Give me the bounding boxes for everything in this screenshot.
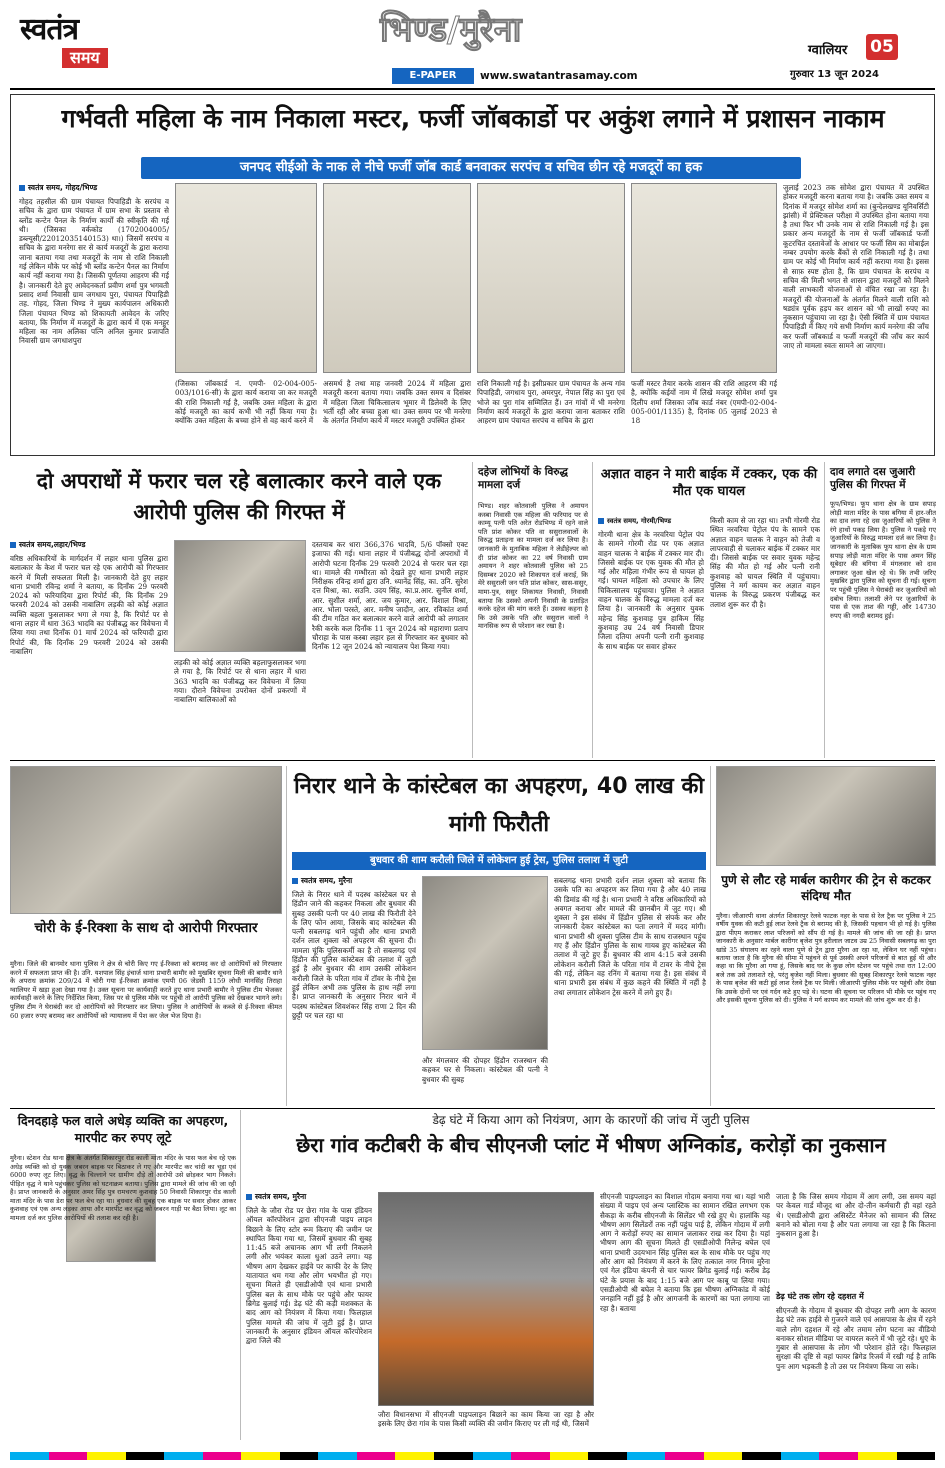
story-rape-accused-arrest bbox=[10, 462, 468, 758]
byline: स्वतंत्र समय, गोरमी/भिण्ड bbox=[598, 516, 671, 526]
jobcard-photo-3 bbox=[477, 183, 625, 373]
story-gamblers bbox=[830, 462, 936, 758]
byline: स्वतंत्र समय, मुरैना bbox=[246, 1192, 306, 1202]
column-5: फर्जी मस्टर तैयार करके शासन की राशि आहरण की गई है, क्योंकि कईयों नाम में लिखे मजदूर सोमेश शर्मा पुत्र दिलीप शर्मा जिसका जॉब कार्ड नंबर (एमपी-02-004-005-001/1135) है, दिनांक 05 जुलाई 2023 से 18 bbox=[631, 379, 777, 426]
column-2: लड़की को कोई अज्ञात व्यक्ति बहलाफुसलाकर भगा ले गया है, कि रिपोर्ट पर से थाना लहार में धारा 363 भादवि का पंजीबद्ध कर विवेचना में लिया गया। दौराने विवेचना उपरोक्त दोनों प्रकरणों में नाबालिग बालिकाओं को bbox=[174, 658, 306, 705]
byline: स्वतंत्र समय,लहार/भिण्ड bbox=[10, 540, 85, 550]
jobcard-photo-4 bbox=[631, 183, 777, 373]
column-3: सीएनजी पाइपलाइन का विशाल गोदाम बनाया गया था। यहां भारी संख्या में पाइप एवं अन्य प्लास्टिक का सामान रखित लगभग एक सैकड़ा के करीब सीएनजी के सिलेंडर भी रखे हुए थे। हालांकि यह भीषण आग सिलेंडरों तक नहीं पहुंच पाई है, लेकिन गोदाम में लगी आग ने करोड़ों रुपए का सामान जलाकर राख कर दिया है। यहां भीषण आग की सूचना मिलते ही एसडीओपी निलेन्द्र बघेल एवं थाना प्रभारी उदयभान सिंह पुलिस बल के साथ मौके पर पहुंच गए और आग को नियंत्रण में करने के लिए तत्काल नगर निगम मुरैना एवं गेल इंडिया कंपनी से चार फायर ब्रिगेड बुलाई गई। करीब डेढ़ घंटे के प्रयास के बाद 1:15 बजे आग पर काबू पा लिया गया। एसडीओपी श्री बघेल ने बताया कि इस भीषण अग्निकांड में कोई जनहानि नहीं हुई है और आगजनी के कारणों का पता लगाया जा रहा है। बताया bbox=[600, 1192, 770, 1313]
subhead: बुधवार की शाम करौली जिले में लोकेशन हुई ट्रेस, पुलिस तलाश में जुटी bbox=[292, 852, 706, 870]
subhead: जनपद सीईओ के नाक ले नीचे फर्जी जॉब कार्ड बनवाकर सरपंच व सचिव छीन रहे मजदूरों का हक bbox=[141, 157, 801, 179]
logo-bottom: समय bbox=[62, 48, 108, 68]
headline: पुणे से लौट रहे मार्बल कारीगर की ट्रेन से कटकर संदिग्ध मौत bbox=[721, 873, 931, 903]
fire-photo bbox=[378, 1192, 594, 1406]
story-constable-kidnap bbox=[292, 766, 706, 1106]
kicker: डेढ़ घंटे में किया आग को नियंत्रण, आग के कारणों की जांच में जुटी पुलिस bbox=[432, 1113, 750, 1127]
story-dowry-case bbox=[478, 462, 588, 758]
logo bbox=[20, 12, 120, 78]
epaper-badge: E-PAPER bbox=[392, 68, 474, 84]
masthead-rule bbox=[10, 88, 935, 90]
issue-date: गुरुवार 13 जून 2024 bbox=[790, 69, 880, 80]
body: मुरैना। स्टेशन रोड थाना क्षेत्र के अंतर्गत शिकारपुर रोड काली माता मंदिर के पास फल बेच रहे एक अधेड़ व्यक्ति को दो युवक जबरन बाइक पर बिठाकर ले गए और मारपीट कर चांदी का चूड़ा एवं 6000 रुपए लूट लिए। वृद्ध के चिल्लाने पर ग्रामीण दौड़े तो आरोपी उसे छोड़कर भाग निकले। पीड़ित वृद्ध ने थाने पहुंचकर पुलिस को घटनाक्रम बताया। पुलिस द्वारा मामले की जांच की जा रही है। प्राप्त जानकारी के अनुसार अमर सिंह पुत्र रामचरण कुशवाह 50 निवासी शिकारपुर रोड काली माता मंदिर के पास डेरा पर फल बेच रहा था। बुधवार की सुबह एक बाइक पर सवार होकर आकर कुशवाह एवं एक अन्य लड़का आया और मारपीट कर वृद्ध को जबरन गाड़ी पर बैठा लिया। लूट का मामला दर्ज कर पुलिस आरोपियों की तलाश कर रही है। bbox=[10, 1154, 236, 1222]
headline: दो अपराधों में फरार चल रहे बलात्कार करने वाले एक आरोपी पुलिस की गिरफ्त में bbox=[36, 469, 442, 524]
story-erickshaw bbox=[10, 766, 282, 1106]
headline: छेरा गांव कटीबरी के बीच सीएनजी प्लांट में भीषण अग्निकांड, करोड़ों का नुकसान bbox=[296, 1133, 886, 1157]
jobcard-photo-1 bbox=[175, 183, 317, 373]
byline: स्वतंत्र समय, मुरैना bbox=[292, 876, 352, 886]
column-6: जुलाई 2023 तक सोमेश द्वारा पंचायत में उपस्थित होकर मजदूरी करना बताया गया है। जबकि उक्त समय व दिनांक में मजदूर सोमेश शर्मा का (बुन्देलखण्ड यूनिवर्सिटी झांसी) में प्रेक्टिकल परीक्षा में उपस्थित होना बताया गया है तथा फिर भी उनके नाम से राशि निकाली गई है। इस प्रकार अन्य मजदूरों के नाम से फर्जी जॉबकार्ड फर्जी कूटरचित दस्तावेजों के आधार पर फर्जी सिम का मोबाईल नम्बर उपयोग करके बैंकों से राशि निकाली गई है। तथा ग्राम पर कोई भी निर्माण कार्य नहीं कराया गया है। इसस से साफ़ स्पष्ट होता है, कि ग्राम पंचायत के सरपंच व सचिव की मिली भगत से शासन द्वारा मजदूरों को मिलने वाली लाभकारी योजनाओं से वंचित रखा जा रहा है। मजदूरों की योजनाओं के अंतर्गत मिलने वाली राशि को षड्यंत्र पूर्वक हड़प कर शासन को भी लाखों रुपए का नुकसान पहुंचाया जा रहा है। ऐसी स्थिति में ग्राम पंचायत पिपाहिडी में किए गये सभी निर्माण कार्य मनरेगा की जाँच कर फर्जी जॉबकार्ड व फर्जी मजदूरों की जाँच कर कार्य जाए तो मामला स्वतः सामने आ जाएगा। bbox=[783, 183, 929, 351]
story-accident bbox=[598, 462, 820, 758]
train-death-photo bbox=[716, 766, 936, 866]
divider bbox=[824, 462, 825, 758]
section-title: भिण्ड/मुरैना bbox=[380, 10, 522, 50]
column-4b: सीएनजी के गोदाम में बुधवार की दोपहर लगी आग के कारण डेढ़ घंटे तक हाईवे से गुजरने वाले एवं आसपास के क्षेत्र में रहने वाले लोग दहशत में रहे और तमाम लोग घटना का वीडियो बनाकर सोशल मीडिया पर वायरल करने में भी जुटे रहे। धुएं के गुबार से आसपास के लोग भी परेशान होते रहे। फिलहाल सुरक्षा की दृष्टि से वहां फायर ब्रिगेड रिजर्व में रखी गई है ताकि पुनः आग भड़कती है तो उस पर नियंत्रण किया जा सके। bbox=[776, 1306, 936, 1371]
column-1: गोरमी थाना क्षेत्र के नरवरिया पेट्रोल पंप के सामने गोरमी रोड पर एक अज्ञात वाहन चालक ने बाईक में टक्कर मार दी। जिससे बाईक पर एक युवक की मौत हो गई और महिला गंभीर रूप से घायल हो गई। घायल महिला को उपचार के लिए चिकित्सालय पहुंचाया। पुलिस ने अज्ञात वाहन चालक के विरुद्ध मामला दर्ज कर लिया है। जानकारी के अनुसार युवक महेन्द्र सिंह कुशवाह पुत्र हाकिम सिंह कुशवाह उम्र 24 वर्ष निवासी डिपार जिला दतिया अपनी पत्नी रानी कुशवाह के साथ बाईक पर सवार होकर bbox=[598, 530, 704, 651]
site-url: www.swatantrasamay.com bbox=[480, 70, 638, 82]
divider bbox=[286, 766, 287, 1106]
headline: निरार थाने के कांस्टेबल का अपहरण, 40 लाख की मांगी फिरौती bbox=[293, 774, 705, 837]
logo-top: स्वतंत्र bbox=[20, 12, 79, 47]
headline: चोरी के ई-रिक्शा के साथ दो आरोपी गिरफ्तार bbox=[34, 920, 258, 936]
caption: जौरा विधानसभा में सीएनजी पाइपलाइन बिछाने का काम किया जा रहा है और इसके लिए छेरा गांव के पास किसी व्यक्ति की जमीन किराए पर ली गई थी, जिसमें bbox=[378, 1410, 594, 1429]
story-cng-fire bbox=[246, 1110, 936, 1440]
divider bbox=[592, 462, 593, 758]
jobcard-photo-2 bbox=[323, 183, 471, 373]
column-3: सबलगढ़ थाना प्रभारी दर्शन लाल शुक्ला को बताया कि उसके पति का अपहरण कर लिया गया है और 40 लाख की डिमांड की गई है। थाना प्रभारी ने वरिष्ठ अधिकारियों को अवगत कराया और मामले की छानबीन में जुट गए। श्री शुक्ला ने इस संबंध में हिंडौन पुलिस से संपर्क कर और जानकारी देकर कांस्टेबल का पता लगाने में मदद मांगी। थाना प्रभारी श्री शुक्ला पुलिस टीम के साथ राजस्थान पहुंच गए हैं और हिंडौन पुलिस के साथ गायब हुए कांस्टेबल की तलाश में जुटे हुए हैं। बुधवार की शाम 4:15 बजे उसकी लोकेशन करौली जिले के परिता गांव में टावर के नीचे ट्रेस की गई, लेकिन वह रनिंग में बताया गया है। इस संबंध में थाना प्रभारी इस संबंध में कुछ कहने की स्थिति में नहीं है तथा लगातार लोकेशन ट्रेस करने में लगे हुए हैं। bbox=[554, 876, 706, 997]
column-3: असमर्थ है तथा माह जनवरी 2024 में महिला द्वारा मजदूरी करना बताया गया। जबकि उक्त समय व दिसंबर में महिला जिला चिकित्सालय भूमार में डिलेवरी के लिए भर्ती रही और बच्चा हुआ था। उक्त समय पर भी मनरेगा के अंतर्गत निर्माण कार्य में मस्टर मजदूरी उपस्थित होकर bbox=[323, 379, 471, 426]
headline: गर्भवती महिला के नाम निकाला मस्टर, फर्जी जॉबकार्डो पर अकुंश लगाने में प्रशासन नाकाम bbox=[61, 104, 885, 133]
column-1: जिले के जौरा रोड पर छेरा गांव के पास इंडियन ऑयल कॉरपोरेशन द्वारा सीएनजी पाइप लाइन बिछाने के लिए स्टोर रूम किराए की जमीन पर स्थापित किया गया था, जिसमें बुधवार की सुबह 11:45 बजे अचानक आग भी लगी निकलने लगी और भयंकर काला धुआं उठने लगा। यह भीषण आग देखकर हाईवे पर काफी देर के लिए यातायात थम गया और लोग भयभीत हो गए। सूचना मिलते ही एसडीओपी एवं थाना प्रभारी पुलिस बल के साथ मौके पर पहुंचे और फायर ब्रिगेड बुलाई गई। डेढ़ घंटे की कड़ी मशक्कत के बाद आग को नियंत्रण में किया गया। फिलहाल पुलिस मामले की जांच में जुटी हुई है। प्राप्त जानकारी के अनुसार इंडियन ऑयल कॉरपोरेशन द्वारा जिले की bbox=[246, 1206, 372, 1346]
story-train-death bbox=[716, 766, 936, 1106]
subhead-2: डेढ़ घंटे तक लोग रहे दहशत में bbox=[776, 1292, 864, 1301]
caption: और मंगलवार की दोपहर हिंडौन राजस्थान की कहकर घर से निकला। कांस्टेबल की पत्नी ने बुधवार की सुबह bbox=[422, 1056, 548, 1084]
masthead bbox=[0, 0, 945, 90]
constable-photo bbox=[422, 876, 548, 1050]
column-1: जिले के निरार थाने में पदस्थ कांस्टेबल घर से हिंडौन जाने की कहकर निकला और बुधवार की सुबह उसकी पत्नी पर 40 लाख की फिरौती देने के लिए फोन आया, जिसके बाद कांस्टेबल की पत्नी सबलगढ़ थाने पहुंची और थाना प्रभारी दर्शन लाल शुक्ला को अपहरण की सूचना दी। मामला चूंकि पुलिसकर्मी का है तो सबलगढ़ एवं हिंडौन की पुलिस कांस्टेबल की तलाश में जुटी हुई है और बुधवार की शाम उसकी लोकेशन करौली जिले के परिता गांव में टॉवर के नीचे ट्रेस हुई लेकिन अभी तक पुलिस के हाथ नहीं लगा है। प्राप्त जानकारी के अनुसार निरार थाने में पदस्थ कांस्टेबल शिवशंकर सिंह राणा 2 दिन की छुट्टी पर चल रहा था bbox=[292, 890, 416, 1020]
section-rule bbox=[10, 1108, 935, 1109]
registration-bar bbox=[10, 1452, 935, 1460]
column-2: किसी काम से जा रहा था। तभी गोरमी रोड स्थित नरवरिया पेट्रोल पंप के सामने एक अज्ञात वाहन चालक ने वाहन को तेजी व लापरवाही से चलाकर बाईक में टक्कर मार दी। जिससे बाईक पर सवार युवक महेन्द्र सिंह की मौत हो गई और पत्नी रानी कुशवाह को घायल स्थिति में पहुंचाया। पुलिस ने मर्ग कायम कर अज्ञात वाहन चालक के विरुद्ध प्रकरण पंजीबद्ध कर तलाश शुरू कर दी है। bbox=[710, 516, 820, 609]
story-fruit-seller bbox=[10, 1110, 236, 1440]
column-4: राशि निकाली गई है। इसीप्रकार ग्राम पंचायत के अन्य गांव पिपाहिडी, जगधाय पुरा, अमरपुर, नेपाल सिंह का पुरा एवं भोजे का पुरा गांव सम्मिलित हैं। उन गांवों में भी मनरेगा निर्माण कार्य मजदूरों के द्वारा कराया जाना बताकर राशि आहरण ग्राम पंचायत सरपंच व सचिव के द्वारा bbox=[477, 379, 625, 426]
page-number: 05 bbox=[866, 34, 898, 60]
divider bbox=[240, 1110, 241, 1440]
headline: अज्ञात वाहन ने मारी बाईक में टक्कर, एक की मौत एक घायल bbox=[600, 467, 818, 499]
city-label: ग्वालियर bbox=[808, 43, 848, 58]
byline: स्वतंत्र समय, गोहद/भिण्ड bbox=[19, 183, 97, 193]
body: भिण्ड। शहर कोतवाली पुलिस ने अमायन कस्बा निवासी एक महिला की फरियाद पर से काम्यू पत्नी पति अरेत रोडभिण्ड में रहने वाले पति प्रांश कोकर पति वा ससुरालवालों के विरुद्ध प्रताड़ना का मामला दर्ज कर लिया है। जानकारी के मुताबिक महिला ने लेडीहेल्पर को दी प्रांश कोकर का 22 वर्ष निवासी ग्राम अमायन ने शहर कोतवाली पुलिस को 25 दिसम्बर 2020 को शिकायत दर्ज कराई, कि मेरे ससुराली जन पति प्रांश कोकर, सास-ससुर, मामा-पुत्र, ससुर शिकायत निवासी, निवासी बताया कि उसको अपनी निवासी के प्रताड़ित करके दहेज की मांग करते हैं। उसका कहना है कि उसे उसके पति और ससुराल वालों ने मानसिक रूप से परेशान कर रखा है। bbox=[478, 502, 588, 631]
column-4: जाता है कि जिस समय गोदाम में आग लगी, उस समय वहां पर केवल गार्ड मौजूद था और दो-तीन कर्मचारी ही वहां रहते थे। एसडीओपी द्वारा असिस्टेंट मैनेजर को सामान की लिस्ट बनाने को बोला गया है और पता लगाया जा रहा है कि कितना नुकसान हुआ है। bbox=[776, 1192, 936, 1239]
headline: दहेज लोभियों के विरुद्ध मामला दर्ज bbox=[478, 466, 568, 491]
divider bbox=[472, 462, 473, 758]
column-1: गोहद तहसील की ग्राम पंचायत पिपाहिडी के सरपंच व सचिव के द्वारा ग्राम पंचायत में ग्राम सभा के प्रस्ताव से ब्लोंड कन्टेन पैनल के निर्माण कार्यों की स्वीकृति की गई थी। (जिसका वर्ककोड (1702004005/डब्ल्यूसी/22012035140153) था।) जिसमें सरपंच व सचिव के द्वारा मनरेगा सर से कार्य मजदूरों के द्वारा कराया जाना बताया गया तथा मजदूरों के नाम से राशि निकाली गई लेकिन मौके पर कोई भी ब्लोंड कन्टेन पैनल का निर्माण कार्य नहीं कराया गया है। जिसकी पूर्णतया आहरण की गई है। जानकारी देते हुए आवेदनकर्ता प्रवीण शर्मा पुत्र भगवती प्रसाद शर्मा निवासी ग्राम जगधाय पुरा, पंचायत पिपाहिडी तह. गोहद, जिला भिण्ड ने मुख्य कार्यपालन अधिकारी जिला पंचायत भिण्ड को शिकायती आवेदन के जरिए बताया, कि निर्माण में मजदूरों के द्वारा कार्य में एक मनहुर महिला का नाम अलिका पत्नि अनिल कुमार प्रजापति निवासी ग्राम जगधाशपुरा bbox=[19, 197, 169, 346]
arrest-photo bbox=[174, 540, 306, 652]
erickshaw-photo bbox=[10, 766, 282, 914]
headline: दिनदहाड़े फल वाले अधेड़ व्यक्ति का अपहरण, मारपीट कर रुपए लूटे bbox=[17, 1113, 229, 1145]
section-rule bbox=[10, 760, 935, 761]
body: मुरैना। जिले की बानमोर थाना पुलिस ने क्षेत्र से चोरी किए गए ई-रिक्शा को बरामद कर दो आरोपियों को गिरफ्तार करने में सफलता प्राप्त की है। उनि. यशपाल सिंह इंचार्ज थाना प्रभारी बामौर को मुखबिर सूचना मिली की बामौर थाने के अपराध क्रमांक 209/24 में चोरी गया ई-रिक्शा क्रमांक एमपी 06 जेडसी 1159 लोधी मानसिंह तिराहा ग्वालियर में खड़ा हुआ देखा गया है। उक्त सूचना पर कार्यवाही करते हुए थाना प्रभारी बामौर ने पुलिस टीम भेजकर कार्यवाही करने के लिए निर्देशित किया, जिस पर से पुलिस मौके पर पहुंची तो आरोपी पुलिस को देखकर भागने लगे। पुलिस टीम ने घेराबंदी कर दो आरोपियों को गिरफ्तार कर लिया। पुलिस ने आरोपियों के कब्जे से ई-रिक्शा कीमत 60 हजार रुपए बरामद कर आरोपियों को न्यायालय में पेश कर जेल भेज दिया है। bbox=[10, 960, 282, 1020]
body: मुरैना। जीआरपी थाना अंतर्गत शिकारपुर रेलवे फाटक नहर के पास से रेल ट्रैक पर पुलिस ने 25 वर्षीय युवक की कटी हुई लाश रेलवे ट्रैक से बरामद की है, जिसकी पहचान भी हो गई है। पुलिस द्वारा पीएम कराकर लाश परिजनों को सौंप दी गई है। मामले की जांच की जा रही है। प्राप्त जानकारी के अनुसार मार्बल कारीगर बृजेश पुत्र हरीलाल जाटव उम्र 25 निवासी सबलगढ़ का पुरा खांडे 35 संघालय का रहने वाला पुणे से ट्रेन द्वारा मुरैना आ रहा था, लेकिन घर नहीं पहुंचा। बताया जाता है कि मुरैना की सीमा में पहुंचने से पूर्व उसकी अपने परिजनों से बात हुई थी और कहा था कि मुरैना आ गया हूं, जिसके बाद घर के कुछ लोग स्टेशन पर पहुंचे तथा रात 12:00 बजे तक उसे तलाशते रहे, परंतु बृजेश नहीं मिला। बुधवार की सुबह शिकारपुर रेलवे फाटक नहर के पास बृजेश की कटी हुई लाश रेलवे ट्रैक पर मिली। जीआरपी पुलिस मौके पर पहुंची और देखा कि उसके दोनों पर एवं गर्दन कटे हुए पड़े थे। घटना की सूचना पर परिजन भी मौके पर पहुंच गए और इसकी सूचना पुलिस को दी। पुलिस ने मर्ग कायम कर मामले की जांच शुरू कर दी है। bbox=[716, 912, 936, 1005]
story-fake-jobcards bbox=[10, 94, 935, 456]
column-1: वरिष्ठ अधिकारियों के मार्गदर्शन में लहार थाना पुलिस द्वारा बलात्कार के केश में फरार चल रहे एक आरोपी को गिरफ्तार करने में मिली सफलता मिली है। जानकारी देते हुए लहार थाना प्रभारी रविन्द्र शर्मा ने बताया, क दिनाँक 29 फरवरी 2024 को फरियादिया द्वारा रिपोर्ट की, कि दिनाँक 29 फरवरी 2024 को उसकी नाबालिग लड़की को कोई अज्ञात व्यक्ति बहला फुसलाकर भगा ले गया है, कि रिपोर्ट पर से थाना लहार में धारा 363 भादवि का पंजीबद्ध कर विवेचना में लिया गया तथा दिनाँक 01 मार्च 2024 को फरियादी द्वारा रिपोर्ट की, कि दिनाँक 29 फरवरी 2024 को उसकी नाबालिग bbox=[10, 554, 168, 656]
caption-column: (जिसका जॉबकार्ड नं. एमपी- 02-004-005-003/1016-सी) के द्वारा कार्य कराया जा कर मजदूरी की राशि निकाली गई है, जबकि उक्त महिला के द्वारा कोई मजदूरी का कार्य कभी भी नहीं किया गया है। क्योंकि उक्त महिला के बच्चा होने से वह कार्य करने में bbox=[175, 379, 317, 426]
column-3: दस्तयाब कर धारा 366,376 भादवि, 5/6 पॉक्सो एक्ट इजाफा की गई। थाना लहार में पंजीबद्ध दोनों अपराधों में आरोपी घटना दिनाँक 29 फरवरी 2024 से फरार चल रहा था। मामले की गम्भीरता को देखते हुए थाना प्रभारी लहार निरीक्षक रविन्द्र शर्मा द्वारा उनि. ध्यानेंद्र सिंह, का. उनि. सुरेश दत्त मिश्रा, का. सउनि. उदय सिंह, का.प्र.आर. सुनील शर्मा, आर. सुशील शर्मा, आर. जय कुमार, आर. विशाल मिश्रा, आर. भोला परस्ते, आर. मनीष जादौन, आर. रविकांत शर्मा की टीम गठित कर बलात्कार करने वाले आरोपी को लगातार रैकी करके कल दिनाँक 11 जून 2024 को महाराणा प्रताप चौराहा के पास कस्बा लहार हल से गिरफ्तार कर बुधवार को दिनाँक 12 जून 2024 को न्यायालय पेश किया गया। bbox=[312, 540, 468, 652]
body: फूप/भिण्ड। फूप थाना क्षेत्र के ग्राम सपाड़ लोड़ी माता मंदिर के पास बगिया में हार-जीत का दाव लगा रहे दस जुआरियों को पुलिस ने रंगे हाथों पकड़ लिया है। पुलिस ने पकड़े गए जुआरियों के विरुद्ध मामला दर्ज कर लिया है। जानकारी के मुताबिक फूप थाना क्षेत्र के ग्राम सपाड़ लोड़ी माता मंदिर के पास अमन सिंह सूबेदार की बगिया में मंगलवार को दाव लगाकर जुआ खेल रहे थे। कि तभी जरिए मुखबिर द्वारा पुलिस को सूचना दी गई। सूचना पर पहुंची पुलिस ने घेराबंदी कर जुआरियों को दबोच लिया। तलाशी लेने पर जुआरियों के पास से एक ताश की गड्डी, और 14730 रुपए की नगदी बरामद हुई। bbox=[830, 500, 936, 620]
divider bbox=[710, 766, 711, 1106]
headline: दाव लगाते दस जुआरी पुलिस की गिरफ्त में bbox=[830, 466, 916, 491]
